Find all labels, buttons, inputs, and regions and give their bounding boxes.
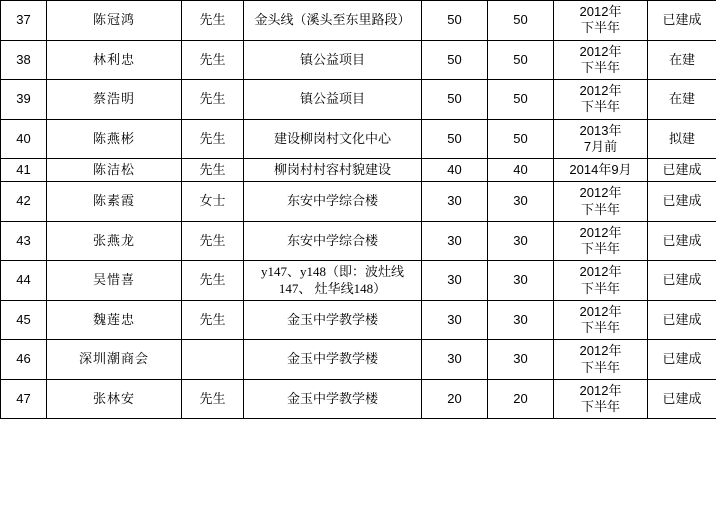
cell-status: 在建	[648, 80, 716, 120]
cell-name: 深圳潮商会	[47, 340, 182, 380]
cell-status: 已建成	[648, 1, 716, 41]
cell-index: 47	[1, 379, 47, 419]
cell-index: 43	[1, 221, 47, 261]
cell-pledged: 50	[422, 40, 488, 80]
cell-project: 东安中学综合楼	[244, 221, 422, 261]
table-row	[1, 340, 716, 380]
cell-title: 先生	[182, 221, 244, 261]
cell-pledged: 20	[422, 379, 488, 419]
cell-time-line1: 2012年	[579, 264, 622, 280]
cell-name: 张林安	[47, 379, 182, 419]
cell-received: 30	[488, 182, 554, 222]
cell-received: 50	[488, 119, 554, 159]
cell-received: 30	[488, 300, 554, 340]
cell-name: 吴惜喜	[47, 261, 182, 301]
cell-time-line2: 下半年	[580, 320, 620, 335]
cell-status: 在建	[648, 40, 716, 80]
cell-index: 46	[1, 340, 47, 380]
cell-title: 先生	[182, 300, 244, 340]
cell-time	[554, 80, 648, 120]
cell-time	[554, 340, 648, 380]
cell-received: 30	[488, 221, 554, 261]
cell-received: 30	[488, 340, 554, 380]
cell-time-line1: 2012年	[579, 83, 622, 98]
cell-index: 38	[1, 40, 47, 80]
cell-name: 张燕龙	[47, 221, 182, 261]
cell-index: 42	[1, 182, 47, 222]
cell-title: 先生	[182, 159, 244, 182]
cell-index: 45	[1, 300, 47, 340]
cell-project: 金头线（溪头至东里路段）	[244, 1, 422, 41]
cell-name: 陈冠鸿	[47, 1, 182, 41]
cell-pledged: 30	[422, 300, 488, 340]
cell-received: 50	[488, 40, 554, 80]
cell-time-line2: 下半年	[580, 201, 620, 217]
table-row	[1, 1, 716, 41]
cell-time-line2: 下半年	[580, 280, 620, 296]
cell-pledged: 50	[422, 119, 488, 159]
cell-pledged: 30	[422, 261, 488, 301]
table-row	[1, 261, 716, 301]
table-row	[1, 119, 716, 159]
cell-time-line2: 下半年	[580, 359, 620, 375]
cell-project: y147、y148（即：波灶线147、 灶华线148）	[244, 261, 422, 301]
cell-time-line1: 2012年	[579, 224, 622, 240]
cell-status: 已建成	[648, 182, 716, 222]
cell-time-line2: 7月前	[583, 138, 618, 154]
cell-received: 50	[488, 1, 554, 41]
cell-time	[554, 159, 648, 182]
cell-time	[554, 119, 648, 159]
cell-name: 蔡浩明	[47, 80, 182, 120]
cell-pledged: 30	[422, 221, 488, 261]
cell-project: 东安中学综合楼	[244, 182, 422, 222]
cell-status: 已建成	[648, 340, 716, 380]
cell-time-line1: 2012年	[579, 185, 622, 201]
table-row	[1, 300, 716, 340]
cell-status: 已建成	[648, 159, 716, 182]
table-row	[1, 379, 716, 419]
cell-time-line1: 2012年	[579, 303, 622, 319]
cell-project: 柳岗村村容村貌建设	[244, 159, 422, 182]
cell-time-line1: 2012年	[579, 343, 622, 359]
cell-project: 建设柳岗村文化中心	[244, 119, 422, 159]
cell-received: 40	[488, 159, 554, 182]
cell-received: 30	[488, 261, 554, 301]
cell-index: 40	[1, 119, 47, 159]
cell-time	[554, 182, 648, 222]
cell-title: 先生	[182, 1, 244, 41]
cell-time-line1: 2012年	[579, 4, 622, 19]
cell-index: 39	[1, 80, 47, 120]
cell-time	[554, 379, 648, 419]
cell-project: 镇公益项目	[244, 40, 422, 80]
cell-name: 林利忠	[47, 40, 182, 80]
cell-status: 已建成	[648, 379, 716, 419]
cell-status: 已建成	[648, 300, 716, 340]
cell-time-line1: 2012年	[579, 382, 622, 398]
cell-time-line2: 下半年	[580, 20, 620, 36]
cell-received: 20	[488, 379, 554, 419]
cell-index: 44	[1, 261, 47, 301]
cell-title: 先生	[182, 379, 244, 419]
cell-title: 先生	[182, 119, 244, 159]
cell-time-line1: 2013年	[579, 122, 622, 138]
cell-time-line1: 2012年	[579, 43, 622, 59]
cell-time	[554, 300, 648, 340]
cell-name: 陈洁松	[47, 159, 182, 182]
cell-pledged: 50	[422, 1, 488, 41]
cell-time-line1: 2014年9月	[569, 162, 632, 177]
cell-time-line2: 下半年	[580, 99, 620, 115]
cell-project: 金玉中学教学楼	[244, 300, 422, 340]
cell-index: 41	[1, 159, 47, 182]
cell-name: 魏莲忠	[47, 300, 182, 340]
cell-time	[554, 1, 648, 41]
cell-index: 37	[1, 1, 47, 41]
cell-title: 先生	[182, 261, 244, 301]
cell-pledged: 50	[422, 80, 488, 120]
cell-project: 金玉中学教学楼	[244, 340, 422, 380]
cell-time	[554, 221, 648, 261]
cell-name: 陈素霞	[47, 182, 182, 222]
cell-time-line2: 下半年	[580, 399, 620, 414]
cell-time	[554, 40, 648, 80]
cell-name: 陈燕彬	[47, 119, 182, 159]
cell-title: 女士	[182, 182, 244, 222]
cell-title	[182, 340, 244, 380]
cell-project: 金玉中学教学楼	[244, 379, 422, 419]
cell-status: 已建成	[648, 261, 716, 301]
table-row	[1, 221, 716, 261]
table-row	[1, 182, 716, 222]
cell-pledged: 40	[422, 159, 488, 182]
cell-received: 50	[488, 80, 554, 120]
cell-project: 镇公益项目	[244, 80, 422, 120]
table-row	[1, 40, 716, 80]
cell-title: 先生	[182, 40, 244, 80]
cell-time-line2: 下半年	[580, 241, 620, 256]
table-row	[1, 159, 716, 182]
cell-time	[554, 261, 648, 301]
cell-status: 已建成	[648, 221, 716, 261]
cell-pledged: 30	[422, 340, 488, 380]
cell-pledged: 30	[422, 182, 488, 222]
table-body	[1, 1, 716, 419]
cell-status: 拟建	[648, 119, 716, 159]
cell-time-line2: 下半年	[580, 59, 620, 75]
cell-title: 先生	[182, 80, 244, 120]
table-row	[1, 80, 716, 120]
